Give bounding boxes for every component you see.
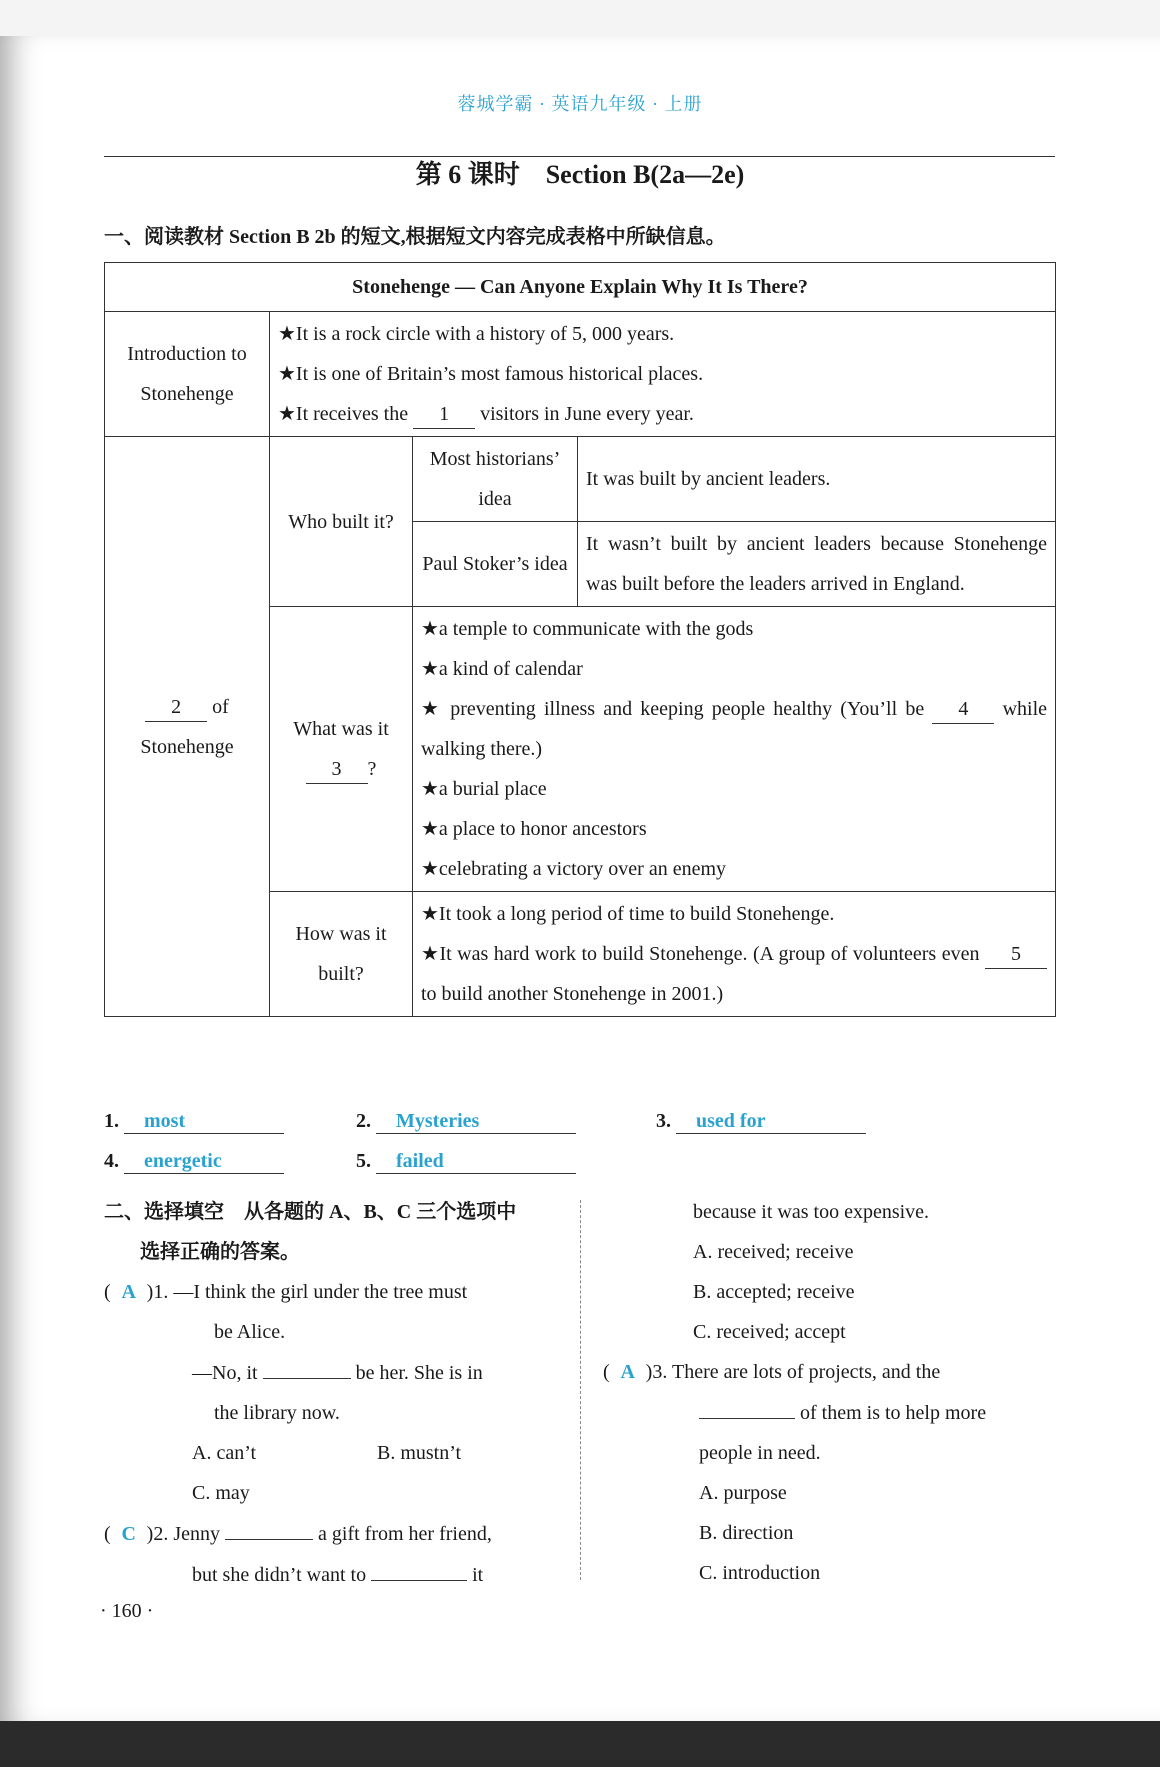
q3-answer: A [620,1361,635,1383]
mystery-label: of Stonehenge [140,695,234,758]
what-item: ★ preventing illness and keeping people healthy (You’ll be 4 while walking there.) [421,689,1047,769]
answer-4: 4. energetic [104,1150,284,1174]
how-content [413,892,1056,1017]
who-label: Who built it? [270,437,413,607]
q2-option-c: C. received; accept [693,1321,846,1343]
answer-3: 3. used for [656,1110,866,1134]
section2-right-column: because it was too expensive. A. received; receive B. accepted; receive C. received; accept ( A )3. There are lots of projects, and the of them is to help more people in need. A. purpose B. direction C. introduction [603,1192,1055,1593]
q2-option-a: A. received; receive [693,1241,854,1263]
q3-option-b: B. direction [699,1522,794,1544]
intro-item: ★It is a rock circle with a history of 5, 000 years. [278,323,675,345]
q3-option-a: A. purpose [699,1482,787,1504]
q1-option-b: B. mustn’t [377,1442,462,1464]
blank-2: 2 [145,693,207,722]
paul-stoker-label: Paul Stoker’s idea [413,522,578,607]
question-2: ( C )2. Jenny a gift from her friend, [104,1513,564,1554]
stonehenge-table [104,262,1056,1017]
q3-blank [699,1392,795,1419]
blank-1: 1 [413,400,475,429]
paul-stoker-text: It wasn’t built by ancient leaders because Stonehenge was built before the leaders arrived in England. [578,522,1056,607]
section2-left-column: 二、选择填空 从各题的 A、B、C 三个选项中 选择正确的答案。 ( A )1. —I think the girl under the tree must be Alice. —No, it be her. She is in the library now. A. can’t B. mustn’t C. may ( C )2. Jenny a gift from her friend, but she didn’t want to it [104,1192,564,1595]
q2-option-b: B. accepted; receive [693,1281,855,1303]
q1-options [104,1433,564,1473]
question-1: ( A )1. —I think the girl under the tree must [104,1272,564,1312]
mystery-cell [105,437,270,1017]
intro-label: Introduction to Stonehenge [105,312,270,437]
blank-3: 3 [306,755,368,784]
how-item: ★It took a long period of time to build Stonehenge. [421,903,835,925]
how-item: ★It was hard work to build Stonehenge. (A group of volunteers even 5 to build another Stonehenge in 2001.) [421,934,1047,1014]
intro-item: ★It is one of Britain’s most famous historical places. [278,363,704,385]
q1-answer: A [121,1281,136,1303]
what-item: ★a burial place [421,778,547,800]
q3-option-c: C. introduction [699,1562,821,1584]
what-label: What was it 3 ? [270,607,413,892]
who-row-1 [105,437,1056,522]
blank-4: 4 [932,695,994,724]
running-header: 蓉城学霸 · 英语九年级 · 上册 [457,94,703,114]
most-historians-label: Most historians’ idea [413,437,578,522]
section1-title: 一、阅读教材 Section B 2b 的短文,根据短文内容完成表格中所缺信息。 [104,226,726,248]
blank-5: 5 [985,940,1047,969]
q2-answer: C [121,1523,136,1545]
lesson-title: 第 6 课时 Section B(2a—2e) [415,160,745,189]
table-title-row [105,263,1056,312]
answer-1: 1. most [104,1110,284,1134]
page-number: · 160 · [100,1600,154,1622]
q1-option-a: A. can’t [192,1442,257,1464]
what-item: ★a temple to communicate with the gods [421,618,754,640]
what-content [413,607,1056,892]
intro-item: ★It receives the 1 visitors in June every year. [278,394,1047,434]
question-3: ( A )3. There are lots of projects, and the [603,1352,1055,1392]
what-item: ★a place to honor ancestors [421,818,647,840]
table-title: Stonehenge — Can Anyone Explain Why It Is There? [105,263,1056,312]
answer-2: 2. Mysteries [356,1110,576,1134]
intro-row [105,312,1056,437]
q1-option-c: C. may [192,1482,250,1504]
q2-blank-2 [371,1554,467,1581]
what-item: ★celebrating a victory over an enemy [421,858,727,880]
column-divider [580,1200,581,1580]
q2-blank-1 [225,1513,313,1540]
q1-blank [263,1352,351,1379]
answer-5: 5. failed [356,1150,576,1174]
how-label: How was it built? [270,892,413,1017]
what-item: ★a kind of calendar [421,658,583,680]
top-bar [0,0,1160,36]
intro-content [270,312,1056,437]
most-historians-text: It was built by ancient leaders. [578,437,1056,522]
section2-title-line2: 选择正确的答案。 [140,1241,300,1263]
section2-title: 二、选择填空 从各题的 A、B、C 三个选项中 [104,1201,517,1223]
